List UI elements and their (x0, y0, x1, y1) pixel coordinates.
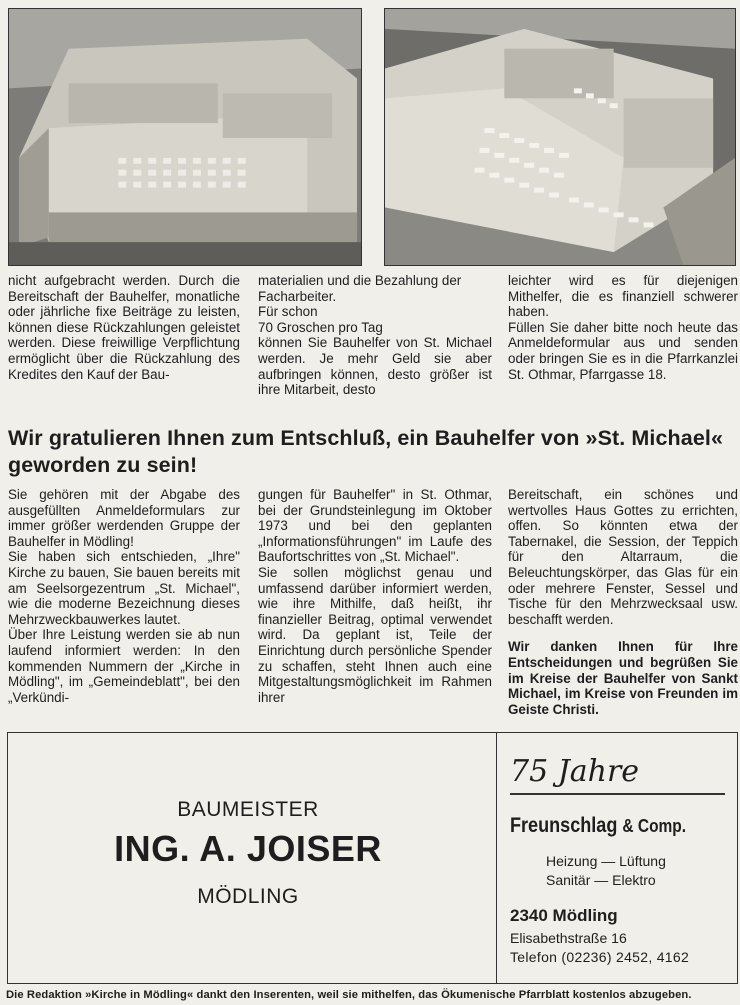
freunschlag-phone: Telefon (02236) 2452, 4162 (510, 949, 690, 965)
top-column-3-paragraph: leichter wird es für diejenigen Mithelfer, die es finanziell schwerer haben. (508, 273, 738, 320)
top-column-1 (8, 273, 240, 382)
joiser-city: MÖDLING (197, 885, 299, 908)
freunschlag-services-1: Heizung — Lüftung (546, 853, 666, 869)
top-column-2-line: Für schon (258, 304, 318, 320)
mid-column-1-paragraph: Über Ihre Leistung werden sie ab nun laufend informiert werden: In den kommenden Nummern der „Kirche in Mödling", im „Gemeindeblatt", bei den „Verkündi- (8, 627, 240, 705)
freunschlag-anniversary: 75 Jahre (510, 754, 640, 789)
mid-column-1-paragraph: Sie haben sich entschieden, „Ihre" Kirche zu bauen, Sie bauen bereits mit am Seelsorgezentrum „St. Michael", wie die moderne Bezeichnung dieses Mehrzweckbauwerkes lautet. (8, 549, 240, 627)
freunschlag-suffix: & Comp. (622, 816, 687, 836)
freunschlag-name (510, 814, 686, 838)
mid-column-2-paragraph: Sie sollen möglichst genau und umfassend darüber informiert werden, wie ihre Mithilfe, daß heißt, ihr finanzieller Beitrag, optimal verwendet wird. Da geplant ist, Teile der Einrichtung durch persönliche Spender zu schaffen, steht Ihnen auch eine Mitgestaltungsmöglichkeit im Rahmen ihrer (258, 564, 492, 705)
mid-column-1 (8, 487, 240, 705)
freunschlag-company: Freunschlag (510, 814, 618, 837)
mid-column-2 (258, 487, 492, 705)
headline: Wir gratulieren Ihnen zum Entschluß, ein Bauhelfer von »St. Michael« geworden zu sein! (8, 426, 724, 477)
freunschlag-street: Elisabethstraße 16 (510, 930, 627, 946)
top-column-2 (258, 273, 492, 398)
joiser-title: BAUMEISTER (177, 798, 319, 821)
advertisement-divider (496, 732, 497, 984)
joiser-name: ING. A. JOISER (114, 828, 382, 869)
top-column-2-paragraph: materialien und die Bezahlung der Facharbeiter. (258, 273, 462, 304)
top-column-2-paragraph: können Sie Bauhelfer von St. Michael werden. Je mehr Geld sie aber aufbringen können, desto größer ist ihre Mitarbeit, desto (258, 335, 492, 398)
thanks-paragraph: Wir danken Ihnen für Ihre Entscheidungen und begrüßen Sie im Kreise der Bauhelfer von Sankt Michael, im Kreise von Freunden im Geiste Christi. (508, 639, 738, 717)
footer-note: Die Redaktion »Kirche in Mödling« dankt den Inserenten, weil sie mithelfen, das Ökumenische Pfarrblatt kostenlos abzugeben. (6, 989, 692, 1001)
freunschlag-services-2: Sanitär — Elektro (546, 872, 656, 888)
freunschlag-city: 2340 Mödling (510, 906, 618, 925)
mid-column-3 (508, 487, 738, 717)
mid-column-3-paragraph: Bereitschaft, ein schönes und wertvolles Haus Gottes zu errichten, offen. So könnten etwa der Tabernakel, die Session, der Teppich für den Altarraum, die Beleuchtungskörper, das Glas für ein oder mehrere Fenster, Sessel und Tische für den Mehrzwecksaal usw. beschafft werden. (508, 487, 738, 627)
freunschlag-rule (510, 793, 725, 795)
mid-column-1-paragraph: Sie gehören mit der Abgabe des ausgefüllten Anmeldeformulars zur immer größer werdenden Gruppe der Bauhelfer in Mödling! (8, 487, 240, 549)
top-column-1-text: nicht aufgebracht werden. Durch die Bereitschaft der Bauhelfer, monatliche oder jährliche fixe Beiträge zu leisten, können diese Rückzahlungen geleistet werden. Diese freiwillige Verpflichtung ermöglicht über die Rückzahlung des Kredites den Kauf der Bau- (8, 273, 240, 382)
top-column-3-paragraph: Füllen Sie daher bitte noch heute das Anmeldeformular aus und senden oder bringen Sie es in die Pfarrkanzlei St. Othmar, Pfarrgasse 18. (508, 319, 738, 382)
model-photo-left (8, 8, 362, 266)
mid-column-2-paragraph: gungen für Bauhelfer" in St. Othmar, bei der Grundsteinlegung im Oktober 1973 und bei den geplanten „Informationsführungen" im Laufe des Baufortschrittes von „St. Michael". (258, 487, 492, 565)
top-column-3 (508, 273, 738, 382)
top-column-2-amount: 70 Groschen pro Tag (258, 319, 383, 335)
model-photo-right (384, 8, 736, 266)
